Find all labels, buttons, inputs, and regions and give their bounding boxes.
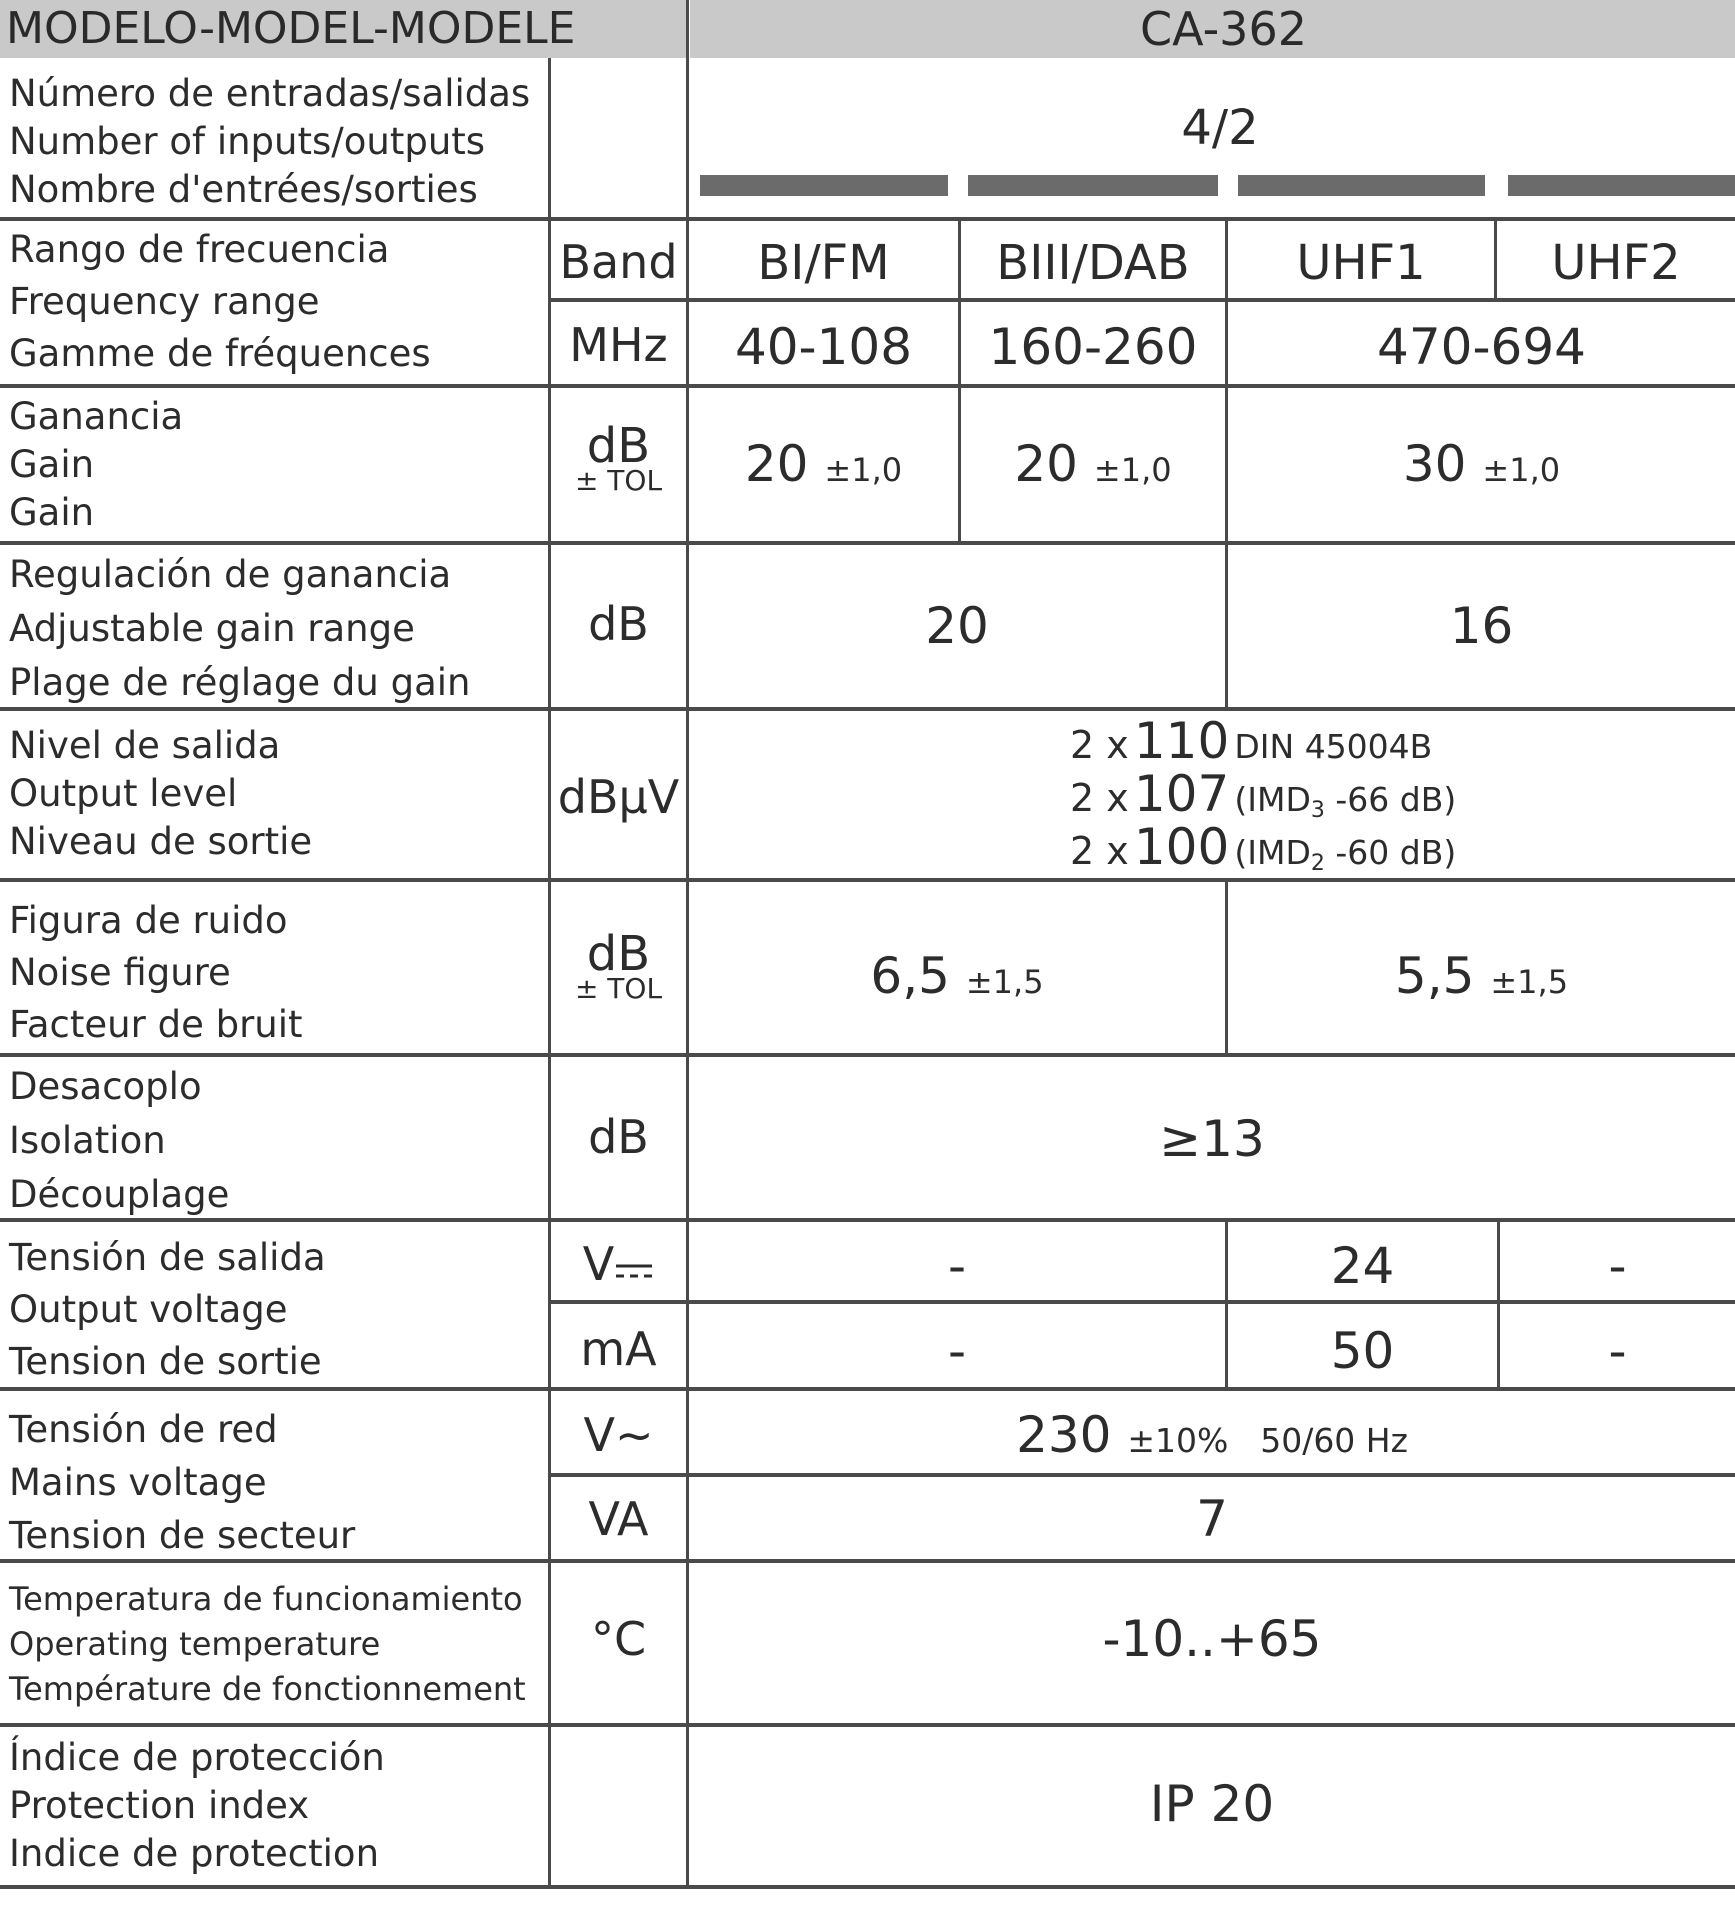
output-level-line-1: 2 x 110 DIN 45004B <box>1070 712 1433 770</box>
mains-label: Tensión de red Mains voltage Tension de secteur <box>9 1408 356 1557</box>
band-segment-bar <box>1238 175 1485 196</box>
sub-row-divider <box>549 1473 1735 1477</box>
adjustable-gain-label: Regulación de ganancia Adjustable gain range Plage de réglage du gain <box>9 553 471 704</box>
band-segment-bar <box>1508 175 1735 196</box>
isolation-value: ≥13 <box>1159 1110 1265 1168</box>
model-name: CA-362 <box>1140 2 1307 56</box>
mhz-unit: MHz <box>569 318 668 372</box>
inputs-outputs-label: Número de entradas/salidas Number of inputs/outputs Nombre d'entrées/sorties <box>9 72 531 211</box>
range-uhf: 470-694 <box>1377 318 1586 376</box>
output-current-vhf: - <box>947 1322 967 1380</box>
row-divider <box>0 384 1735 388</box>
noise-figure-label: Figura de ruido Noise figure Facteur de bruit <box>9 899 303 1046</box>
output-voltage-uhf1: 24 <box>1330 1237 1395 1295</box>
gain-unit: dB ± TOL <box>574 418 663 497</box>
frequency-label: Rango de frecuencia Frequency range Gamme de fréquences <box>9 228 431 375</box>
inputs-outputs-value: 4/2 <box>1181 100 1259 156</box>
row-divider <box>0 1885 1735 1889</box>
band-segment-bar <box>700 175 948 196</box>
output-voltage-uhf2: - <box>1608 1237 1627 1295</box>
output-level-line-3: 2 x 100 ($IMD_2$ -60 dB) <box>1070 818 1457 876</box>
output-voltage-vhf: - <box>947 1237 967 1295</box>
row-divider <box>0 1053 1735 1057</box>
isolation-unit: dB <box>588 1110 649 1164</box>
adjustable-gain-unit: dB <box>588 597 649 651</box>
output-level-unit: dBμV <box>557 770 680 824</box>
temperature-unit: °C <box>590 1612 647 1666</box>
band-unit: Band <box>559 235 678 289</box>
output-level-line-2: 2 x 107 ($IMD_3$ -66 dB) <box>1070 765 1457 823</box>
adjustable-gain-vhf: 20 <box>925 597 989 655</box>
noise-figure-uhf: 5,5 ±1,5 <box>1394 947 1569 1005</box>
protection-value: IP 20 <box>1149 1775 1275 1833</box>
gain-biii-dab: 20 ±1,0 <box>1014 435 1172 493</box>
gain-bi-fm: 20 ±1,0 <box>744 435 903 493</box>
isolation-label: Desacoplo Isolation Découplage <box>9 1065 230 1216</box>
row-divider <box>0 1218 1735 1222</box>
range-biii-dab: 160-260 <box>988 318 1198 376</box>
row-divider <box>0 1723 1735 1727</box>
row-divider <box>0 541 1735 545</box>
ma-unit: mA <box>580 1322 657 1376</box>
noise-figure-unit: dB ± TOL <box>574 926 663 1005</box>
output-voltage-label: Tensión de salida Output voltage Tension de sortie <box>9 1236 326 1383</box>
dc-symbol-icon <box>614 1258 654 1284</box>
band-uhf1: UHF1 <box>1296 235 1426 291</box>
row-divider <box>0 878 1735 882</box>
sub-row-divider <box>549 1300 1735 1304</box>
adjustable-gain-uhf: 16 <box>1449 597 1514 655</box>
output-current-uhf2: - <box>1608 1322 1627 1380</box>
output-current-uhf1: 50 <box>1330 1322 1395 1380</box>
noise-figure-vhf: 6,5 ±1,5 <box>870 947 1044 1005</box>
mains-voltage-value: 230 ±10% 50/60 Hz <box>1016 1406 1408 1464</box>
power-consumption-value: 7 <box>1196 1490 1228 1548</box>
band-bi-fm: BI/FM <box>757 235 890 291</box>
sub-row-divider <box>549 298 1735 302</box>
gain-label: Ganancia Gain Gain <box>9 395 184 534</box>
band-segment-bar <box>968 175 1218 196</box>
temperature-value: -10..+65 <box>1102 1610 1322 1668</box>
dc-voltage-unit: V <box>551 1237 686 1291</box>
model-label: MODELO-MODEL-MODELE <box>6 3 576 54</box>
protection-label: Índice de protección Protection index Indice de protection <box>9 1736 385 1875</box>
row-divider <box>0 217 1735 221</box>
range-bi-fm: 40-108 <box>734 318 913 376</box>
band-biii-dab: BIII/DAB <box>996 235 1190 291</box>
gain-uhf: 30 ±1,0 <box>1402 435 1561 493</box>
va-unit: VA <box>588 1492 649 1546</box>
band-uhf2: UHF2 <box>1551 235 1681 291</box>
temperature-label: Temperatura de funcionamiento Operating temperature Température de fonctionnement <box>9 1580 526 1708</box>
output-level-label: Nivel de salida Output level Niveau de sortie <box>9 724 313 863</box>
ac-voltage-unit: V~ <box>583 1408 654 1462</box>
